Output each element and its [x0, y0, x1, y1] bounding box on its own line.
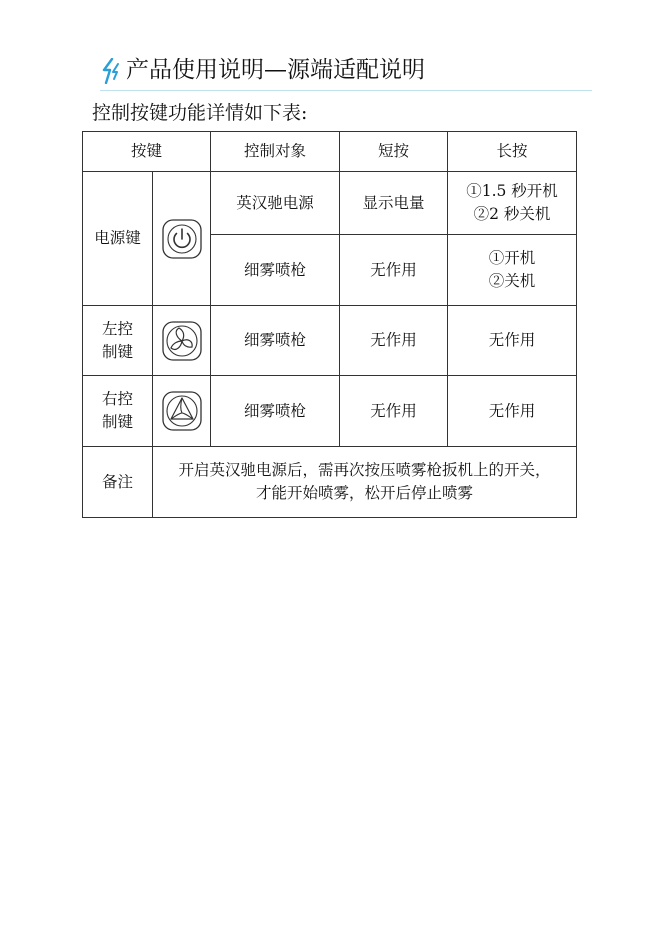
fan-blade-icon [162, 321, 202, 361]
intro-text: 控制按键功能详情如下表: [92, 102, 308, 124]
header-long-press: 长按 [448, 132, 577, 172]
header-target: 控制对象 [211, 132, 340, 172]
power-row2-long-press: ①开机 ②关机 [448, 235, 577, 306]
table-row [83, 376, 577, 447]
table-row [83, 172, 577, 235]
left-key-target: 细雾喷枪 [211, 306, 340, 376]
page-header [100, 52, 592, 92]
power-row1-long-press: ①1.5 秒开机 ②2 秒关机 [448, 172, 577, 235]
header-short-press: 短按 [340, 132, 448, 172]
header-key: 按键 [83, 132, 211, 172]
left-key-icon-cell [153, 306, 211, 376]
table-row [83, 447, 577, 518]
table-row [83, 306, 577, 376]
left-key-long-press: 无作用 [448, 306, 577, 376]
right-key-long-press: 无作用 [448, 376, 577, 447]
lightning-bolt-icon [100, 58, 122, 84]
power-key-icon-cell [153, 172, 211, 306]
right-key-target: 细雾喷枪 [211, 376, 340, 447]
power-row1-short-press: 显示电量 [340, 172, 448, 235]
power-icon [162, 219, 202, 259]
note-label: 备注 [83, 447, 153, 518]
page-title: 产品使用说明—源端适配说明 [126, 57, 425, 83]
note-text: 开启英汉驰电源后，需再次按压喷雾枪扳机上的开关， 才能开始喷雾，松开后停止喷雾 [153, 447, 577, 518]
right-key-short-press: 无作用 [340, 376, 448, 447]
power-row1-target: 英汉驰电源 [211, 172, 340, 235]
right-key-label: 右控 制键 [83, 376, 153, 447]
triangle-blade-icon [162, 391, 202, 431]
left-key-label: 左控 制键 [83, 306, 153, 376]
left-key-short-press: 无作用 [340, 306, 448, 376]
header-divider [100, 90, 592, 91]
right-key-icon-cell [153, 376, 211, 447]
table-header-row [83, 132, 577, 172]
power-key-label: 电源键 [83, 172, 153, 306]
power-row2-short-press: 无作用 [340, 235, 448, 306]
power-row2-target: 细雾喷枪 [211, 235, 340, 306]
key-function-table [82, 131, 577, 518]
